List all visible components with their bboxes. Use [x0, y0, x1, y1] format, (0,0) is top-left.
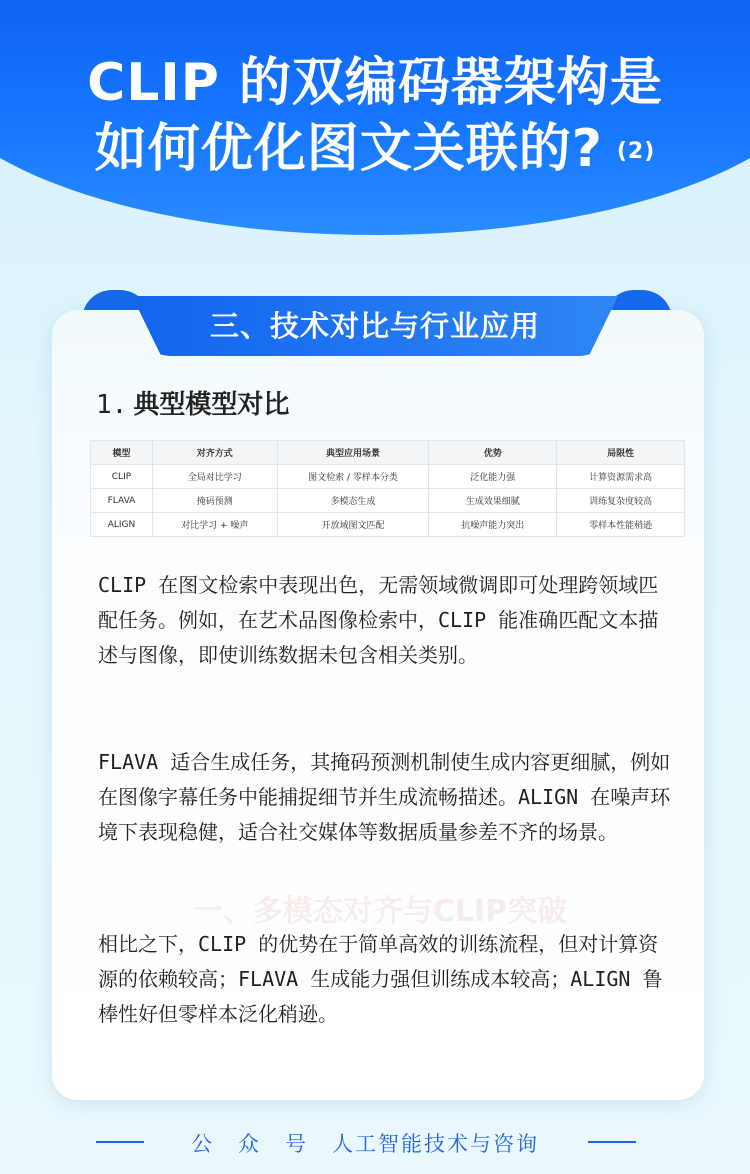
paragraph-clip: CLIP 在图文检索中表现出色，无需领域微调即可处理跨领域匹配任务。例如，在艺术品图像检索中，CLIP 能准确匹配文本描述与图像，即使训练数据未包含相关类别。 — [98, 573, 659, 667]
table-cell: 对比学习 + 噪声 — [152, 513, 277, 537]
table-cell: 计算资源需求高 — [557, 465, 685, 489]
title-line-1: CLIP 的双编码器架构是 — [87, 53, 663, 113]
table-cell: 全局对比学习 — [152, 465, 277, 489]
subsection-text: 典型模型对比 — [133, 390, 290, 420]
title-line-2 — [0, 116, 750, 185]
table-cell: FLAVA — [91, 489, 153, 513]
footer-text — [150, 1128, 580, 1158]
table-cell: ALIGN — [91, 513, 153, 537]
table-header-cell: 典型应用场景 — [277, 441, 429, 465]
table-cell: 图文检索 / 零样本分类 — [277, 465, 429, 489]
paragraph-flava-align: FLAVA 适合生成任务，其掩码预测机制使生成内容更细腻，例如在图像字幕任务中能捕捉细节并生成流畅描述。ALIGN 在噪声环境下表现稳健，适合社交媒体等数据质量参差不齐的场景。 — [98, 750, 671, 844]
footer — [0, 1122, 750, 1162]
table-cell: 泛化能力强 — [429, 465, 557, 489]
paragraph-summary: 相比之下，CLIP 的优势在于简单高效的训练流程，但对计算资源的依赖较高；FLAVA 生成能力强但训练成本较高；ALIGN 鲁棒性好但零样本泛化稍逊。 — [98, 932, 663, 1026]
subsection-number: 1. — [96, 390, 128, 420]
table-cell: 掩码预测 — [152, 489, 277, 513]
part-number: (2) — [616, 139, 656, 164]
table-cell: 多模态生成 — [277, 489, 429, 513]
footer-account-name: 人工智能技术与咨询 — [332, 1132, 539, 1156]
table-header-cell: 模型 — [91, 441, 153, 465]
table-header-cell: 优势 — [429, 441, 557, 465]
table-cell: 抗噪声能力突出 — [429, 513, 557, 537]
table-header-row — [91, 441, 685, 465]
table-header-cell: 对齐方式 — [152, 441, 277, 465]
title-line-2-text: 如何优化图文关联的? — [94, 119, 603, 179]
section-banner-title: 三、技术对比与行业应用 — [209, 309, 540, 343]
page-title — [0, 50, 750, 185]
footer-right-line — [588, 1141, 636, 1143]
comparison-table — [90, 440, 685, 537]
footer-left-line — [96, 1141, 144, 1143]
subsection-title — [96, 384, 289, 421]
table-cell: 零样本性能稍逊 — [557, 513, 685, 537]
table-cell: 生成效果细腻 — [429, 489, 557, 513]
table-cell: 开放域图文匹配 — [277, 513, 429, 537]
table-header-cell: 局限性 — [557, 441, 685, 465]
table-cell: 训练复杂度较高 — [557, 489, 685, 513]
watermark-text: 一、多模态对齐与CLIP突破 — [192, 894, 568, 929]
table-row — [91, 489, 685, 513]
table-row — [91, 513, 685, 537]
table-row — [91, 465, 685, 489]
footer-label: 公众号 — [191, 1132, 332, 1156]
table-cell: CLIP — [91, 465, 153, 489]
